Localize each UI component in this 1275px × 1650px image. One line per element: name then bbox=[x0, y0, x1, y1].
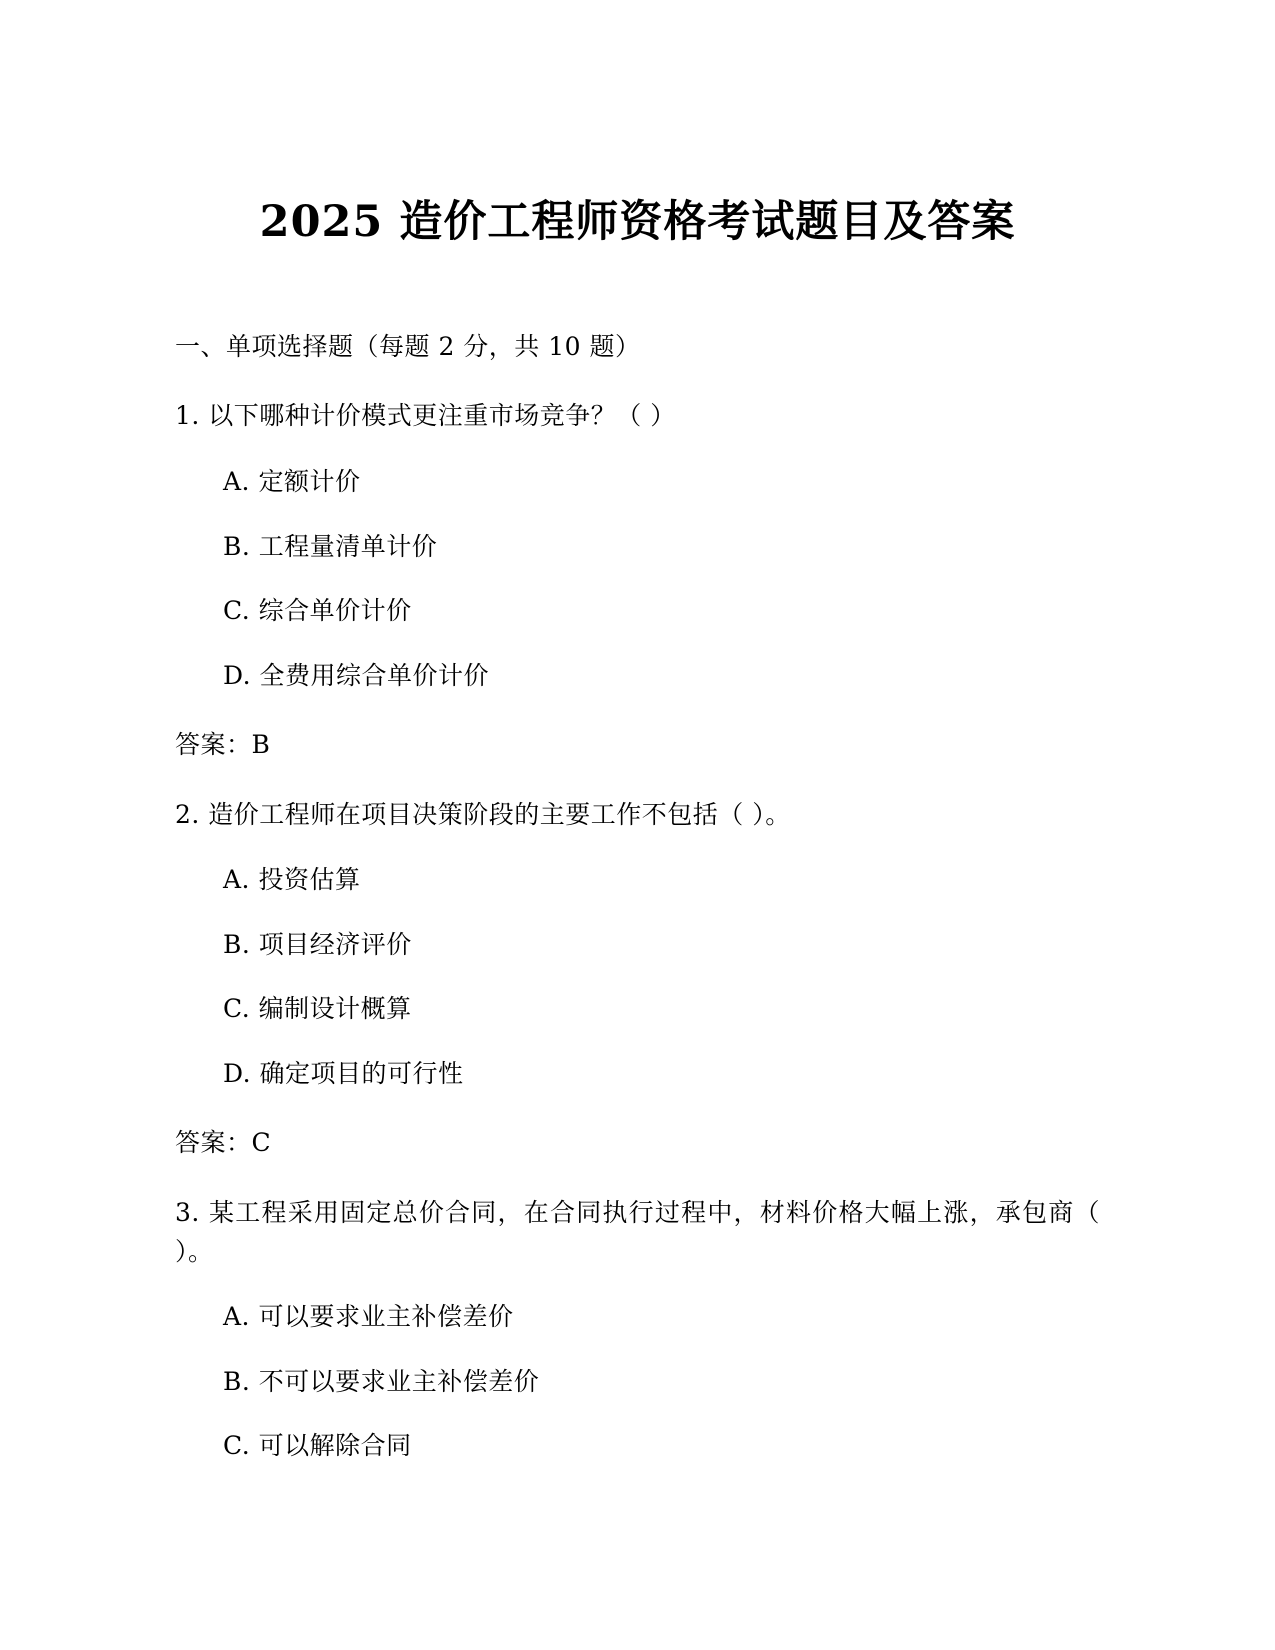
option-item: D. 确定项目的可行性 bbox=[223, 1058, 464, 1088]
answer-line: 答案：C bbox=[175, 1128, 272, 1158]
option-item: A. 投资估算 bbox=[223, 865, 361, 895]
option-item: D. 全费用综合单价计价 bbox=[223, 660, 490, 690]
option-item: B. 工程量清单计价 bbox=[223, 531, 438, 561]
page-title: 2025 造价工程师资格考试题目及答案 bbox=[259, 197, 1016, 247]
question-stem: 1. 以下哪种计价模式更注重市场竞争？（ ） bbox=[175, 401, 676, 431]
option-item: C. 编制设计概算 bbox=[223, 994, 412, 1024]
option-item: C. 综合单价计价 bbox=[223, 596, 412, 625]
document-content bbox=[175, 0, 1100, 1465]
option-item: C. 可以解除合同 bbox=[223, 1431, 412, 1461]
option-item: A. 定额计价 bbox=[223, 467, 361, 496]
question-stem: 3. 某工程采用固定总价合同，在合同执行过程中，材料价格大幅上涨，承包商（ ）。 bbox=[175, 1197, 1100, 1266]
option-item: A. 可以要求业主补偿差价 bbox=[223, 1302, 514, 1332]
question-stem: 2. 造价工程师在项目决策阶段的主要工作不包括（ ）。 bbox=[175, 799, 791, 829]
option-item: B. 不可以要求业主补偿差价 bbox=[223, 1366, 540, 1396]
answer-line: 答案：B bbox=[175, 730, 271, 759]
option-item: B. 项目经济评价 bbox=[223, 929, 412, 959]
section-heading: 一、单项选择题（每题 2 分，共 10 题） bbox=[175, 331, 641, 361]
